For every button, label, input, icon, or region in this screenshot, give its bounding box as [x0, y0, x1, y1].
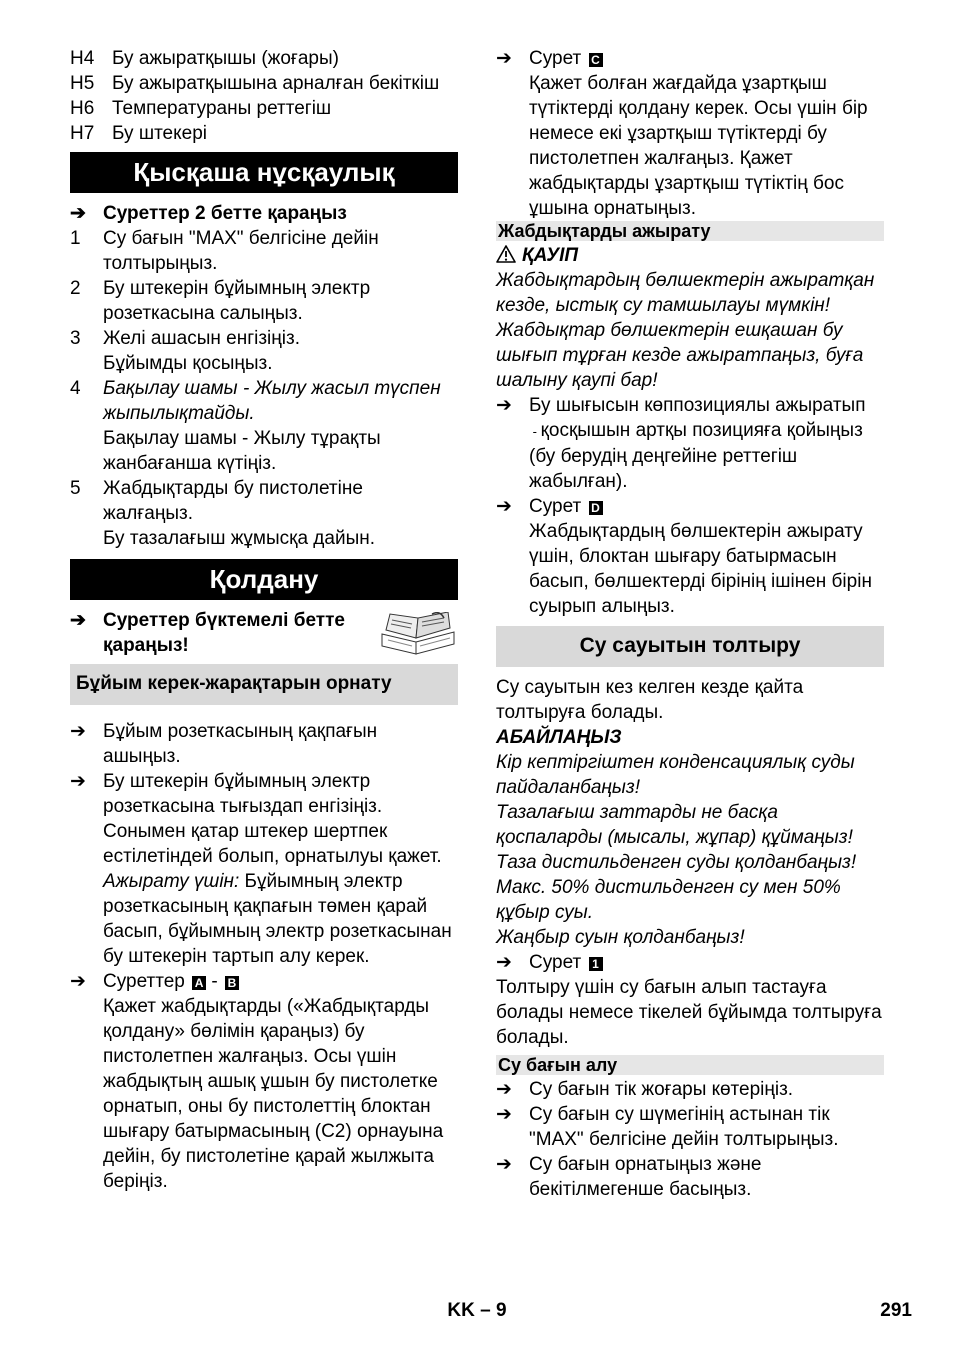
h-text: Бу ажыратқышына арналған бекіткіш	[112, 73, 440, 94]
arrow-icon: ➔	[496, 48, 512, 69]
fig-1-ref	[496, 950, 884, 975]
right-column	[496, 46, 884, 1202]
step-5	[70, 476, 458, 551]
section-title-quick: Қысқаша нұсқаулық	[70, 152, 458, 193]
fig-c-ref	[529, 46, 884, 71]
arrow-icon: ➔	[496, 496, 512, 517]
step-number: 5	[70, 478, 81, 499]
remove-text: Су бағын тік жоғары көтеріңіз.	[529, 1079, 794, 1100]
remove-item-3	[496, 1152, 884, 1202]
attention-line: Кір кептіргіштен конденсациялық суды пайдаланбаңыз!	[496, 752, 855, 798]
fig-ab-ref	[103, 969, 458, 994]
arrow-icon: ➔	[496, 395, 512, 416]
step-3	[70, 326, 458, 376]
step-text-2: Бақылау шамы - Жылу тұрақты жанбағанша күтіңіз.	[103, 428, 381, 474]
fig-prefix: Сурет	[529, 496, 582, 517]
step-text-2: Бұйымды қосыңыз.	[103, 353, 273, 374]
figure-badge-a: A	[192, 976, 206, 990]
list-item-h4	[70, 46, 458, 71]
remove-text: Су бағын орнатыңыз және бекітілмегенше басыңыз.	[529, 1154, 762, 1200]
fig-d-ref	[529, 494, 884, 519]
disconnect-text: Бұйымның электр розеткасының қақпағын төмен қарай басып, бұйымның электр розеткасынан бу штекерін тартып алу керек.	[103, 871, 452, 967]
step-number: 3	[70, 328, 81, 349]
install-text: Бұйым розеткасының қақпағын ашыңыз.	[103, 721, 378, 767]
section-title-remove: Су бағын алу	[496, 1055, 884, 1075]
install-item-1	[70, 719, 458, 769]
arrow-icon: ➔	[70, 203, 86, 224]
figure-badge-d: D	[589, 501, 603, 515]
arrow-icon: ➔	[70, 771, 86, 792]
section-title-use: Қолдану	[70, 559, 458, 600]
quick-ref-text: Суреттер 2 бетте қараңыз	[103, 203, 347, 224]
fig-d-item	[496, 494, 884, 619]
footer-section-label: KK – 9	[447, 1300, 507, 1321]
fig-prefix: Сурет	[529, 48, 582, 69]
step-text: Жабдықтарды бу пистолетіне жалғаңыз.	[103, 478, 363, 524]
fig-d-text: Жабдықтардың бөлшектерін ажырату үшін, блоктан шығару батырмасын басып, бөлшектерді бірінің ішінен бірін суырып алыңыз.	[529, 521, 872, 617]
arrow-icon: ➔	[496, 1104, 512, 1125]
h-label: H7	[70, 123, 95, 144]
step-4	[70, 376, 458, 476]
disconnect-label: Ажырату үшін:	[103, 871, 240, 892]
remove-text: Су бағын су шүмегінің астынан тік "MAX" белгісіне дейін толтырыңыз.	[529, 1104, 839, 1150]
arrow-icon: ➔	[496, 1079, 512, 1100]
arrow-icon: ➔	[496, 1154, 512, 1175]
detach-text-a: Бу шығысын көппозициялы ажыратып	[529, 395, 866, 416]
attention-line: Таза дистильденген суды қолданбаңыз!	[496, 852, 857, 873]
detach-separator: -	[529, 424, 541, 439]
arrow-icon: ➔	[70, 610, 86, 631]
step-text-italic: Бақылау шамы - Жылу жасыл түспен жыпылықтайды.	[103, 378, 441, 424]
list-item-h6	[70, 96, 458, 121]
section-title-install: Бұйым керек-жарақтарын орнату	[70, 664, 458, 705]
use-ref-text: Суреттер бүктемелі бетте қараңыз!	[103, 610, 345, 656]
install-item-2	[70, 769, 458, 969]
install-text: Бу штекерін бұйымның электр розеткасына тығыздап енгізіңіз. Сонымен қатар штекер шертпек естілетіндей болып, орнатылуы қажет.	[103, 771, 442, 867]
detach-step	[496, 393, 884, 494]
step-number: 1	[70, 228, 81, 249]
h-text: Бу ажыратқышы (жоғары)	[112, 48, 339, 69]
fig-ab-item	[70, 969, 458, 1194]
danger-text: Жабдықтардың бөлшектерін ажыратқан кезде, ыстық су тамшылауы мүмкін! Жабдықтар бөлшектерін ешқашан бу шығып тұрған кезде ажыратпаңыз, буға шалыну қаупі бар!	[496, 270, 875, 391]
step-text-2: Бу тазалағыш жұмысқа дайын.	[103, 528, 375, 549]
step-text: Су бағын "MAX" белгісіне дейін толтырыңыз.	[103, 228, 379, 274]
danger-heading	[496, 243, 884, 268]
section-title-fill: Су сауытын толтыру	[496, 626, 884, 667]
figure-badge-c: C	[589, 53, 603, 67]
arrow-icon: ➔	[70, 721, 86, 742]
fig-prefix: Сурет	[529, 952, 582, 973]
fig-c-text: Қажет болған жағдайда ұзартқыш түтіктерді қолдану керек. Осы үшін бір немесе екі ұзартқыш түтіктерді бу пистолетпен жалғаңыз. Қажет жабдықтарды ұзартқыш түтіктің бос ұшына орнатыңыз.	[529, 73, 868, 219]
step-number: 4	[70, 378, 81, 399]
figure-badge-b: B	[225, 976, 239, 990]
h-label: H4	[70, 48, 95, 69]
h-label: H6	[70, 98, 95, 119]
step-text: Бу штекерін бұйымның электр розеткасына салыңыз.	[103, 278, 371, 324]
list-item-h5	[70, 71, 458, 96]
fig-c-item	[496, 46, 884, 221]
use-ref	[70, 608, 458, 658]
attention-label: АБАЙЛАҢЫЗ	[496, 727, 622, 748]
h-text: Бу штекері	[112, 123, 208, 144]
figure-badge-1: 1	[589, 957, 603, 971]
fill-text: Су сауытын кез келген кезде қайта толтыруға болады.	[496, 677, 804, 723]
step-1	[70, 226, 458, 276]
remove-item-2	[496, 1102, 884, 1152]
left-column	[70, 46, 458, 1194]
arrow-icon: ➔	[70, 971, 86, 992]
arrow-icon: ➔	[496, 952, 512, 973]
attention-line: Жаңбыр суын қолданбаңыз!	[496, 927, 745, 948]
disconnect-paragraph	[103, 869, 458, 969]
fill-text-2: Толтыру үшін су бағын алып тастауға болады немесе тікелей бұйымда толтыруға болады.	[496, 977, 882, 1048]
step-text: Желі ашасын енгізіңіз.	[103, 328, 300, 349]
danger-label: ҚАУІП	[522, 245, 579, 266]
warning-triangle-icon	[496, 245, 516, 263]
list-item-h7	[70, 121, 458, 146]
attention-line: Макс. 50% дистильденген су мен 50% құбыр суы.	[496, 877, 841, 923]
step-2	[70, 276, 458, 326]
quick-ref	[70, 201, 458, 226]
h-label: H5	[70, 73, 95, 94]
fig-dash: -	[206, 971, 224, 992]
step-number: 2	[70, 278, 81, 299]
book-pages-icon	[378, 612, 458, 656]
attention-line: Тазалағыш заттарды не басқа қоспаларды (мысалы, жұпар) құймаңыз!	[496, 802, 853, 848]
section-title-detach: Жабдықтарды ажырату	[496, 221, 884, 241]
detach-text-b: қосқышын артқы позицияға қойыңыз (бу берудің деңгейіне реттегіш жабылған).	[529, 420, 863, 492]
fig-ab-text: Қажет жабдықтарды («Жабдықтарды қолдану» бөлімін қараңыз) бу пистолетпен жалғаңыз. Осы үшін жабдықтың ашық ұшын бу пистолетке орнатып, оны бу пистолеттің блоктан шығару батырмасының (C2) орнауына дейін, бу пистолетіне қарай жылжыта беріңіз.	[103, 996, 444, 1192]
h-text: Температураны реттегіш	[112, 98, 332, 119]
fig-prefix: Суреттер	[103, 971, 185, 992]
remove-item-1	[496, 1077, 884, 1102]
page-number: 291	[880, 1300, 912, 1321]
